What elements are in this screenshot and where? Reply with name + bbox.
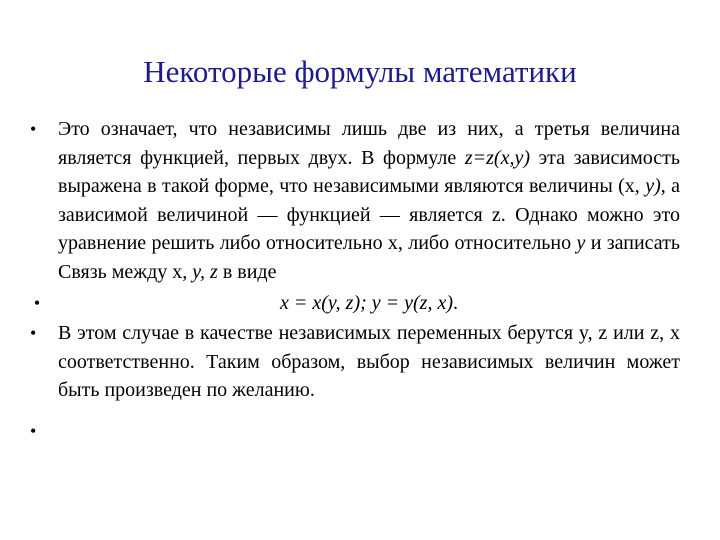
text-run: эта зависимость выражена в такой форме, что независимыми являются величины (x, <box>58 146 680 198</box>
formula-run: y), <box>645 175 666 198</box>
bullet-list <box>30 115 680 445</box>
formula-run: y <box>576 232 586 255</box>
bullet-dot-icon: • <box>30 420 37 441</box>
bullet-item-formula <box>30 289 680 318</box>
formula-text <box>280 292 458 314</box>
bullet-dot-icon: • <box>30 119 37 139</box>
bullet-item-empty <box>30 407 680 445</box>
formula-run: z=z(x,y) <box>464 146 530 169</box>
bullet-dot-icon: • <box>33 292 41 313</box>
formula-run: x = x(y, z); y = y(z, x) <box>279 291 454 314</box>
bullet-text: В этом случае в качестве независимых переменных берутся y, z или z, x соответственно. Таким образом, выбор независимых величин может быть произведен по желанию. <box>58 322 680 402</box>
text-run: и записать Связь между x, <box>58 232 680 283</box>
text-run: в виде <box>217 260 277 283</box>
text-run: . <box>453 291 459 314</box>
slide-title: Некоторые формулы математики <box>143 54 577 89</box>
bullet-item <box>30 115 680 287</box>
formula-run: y, z <box>192 260 218 283</box>
bullet-dot-icon: • <box>30 323 37 344</box>
bullet-item <box>30 319 680 405</box>
text-run: а зависимой величиной — функцией — является z. Однако можно это уравнение решить либо относительно x, либо относительно <box>58 175 680 255</box>
bullet-text <box>58 118 680 283</box>
text-run: Это означает, что независимы лишь две из них, а третья величина является функцией, первых двух. В формуле <box>58 118 680 169</box>
